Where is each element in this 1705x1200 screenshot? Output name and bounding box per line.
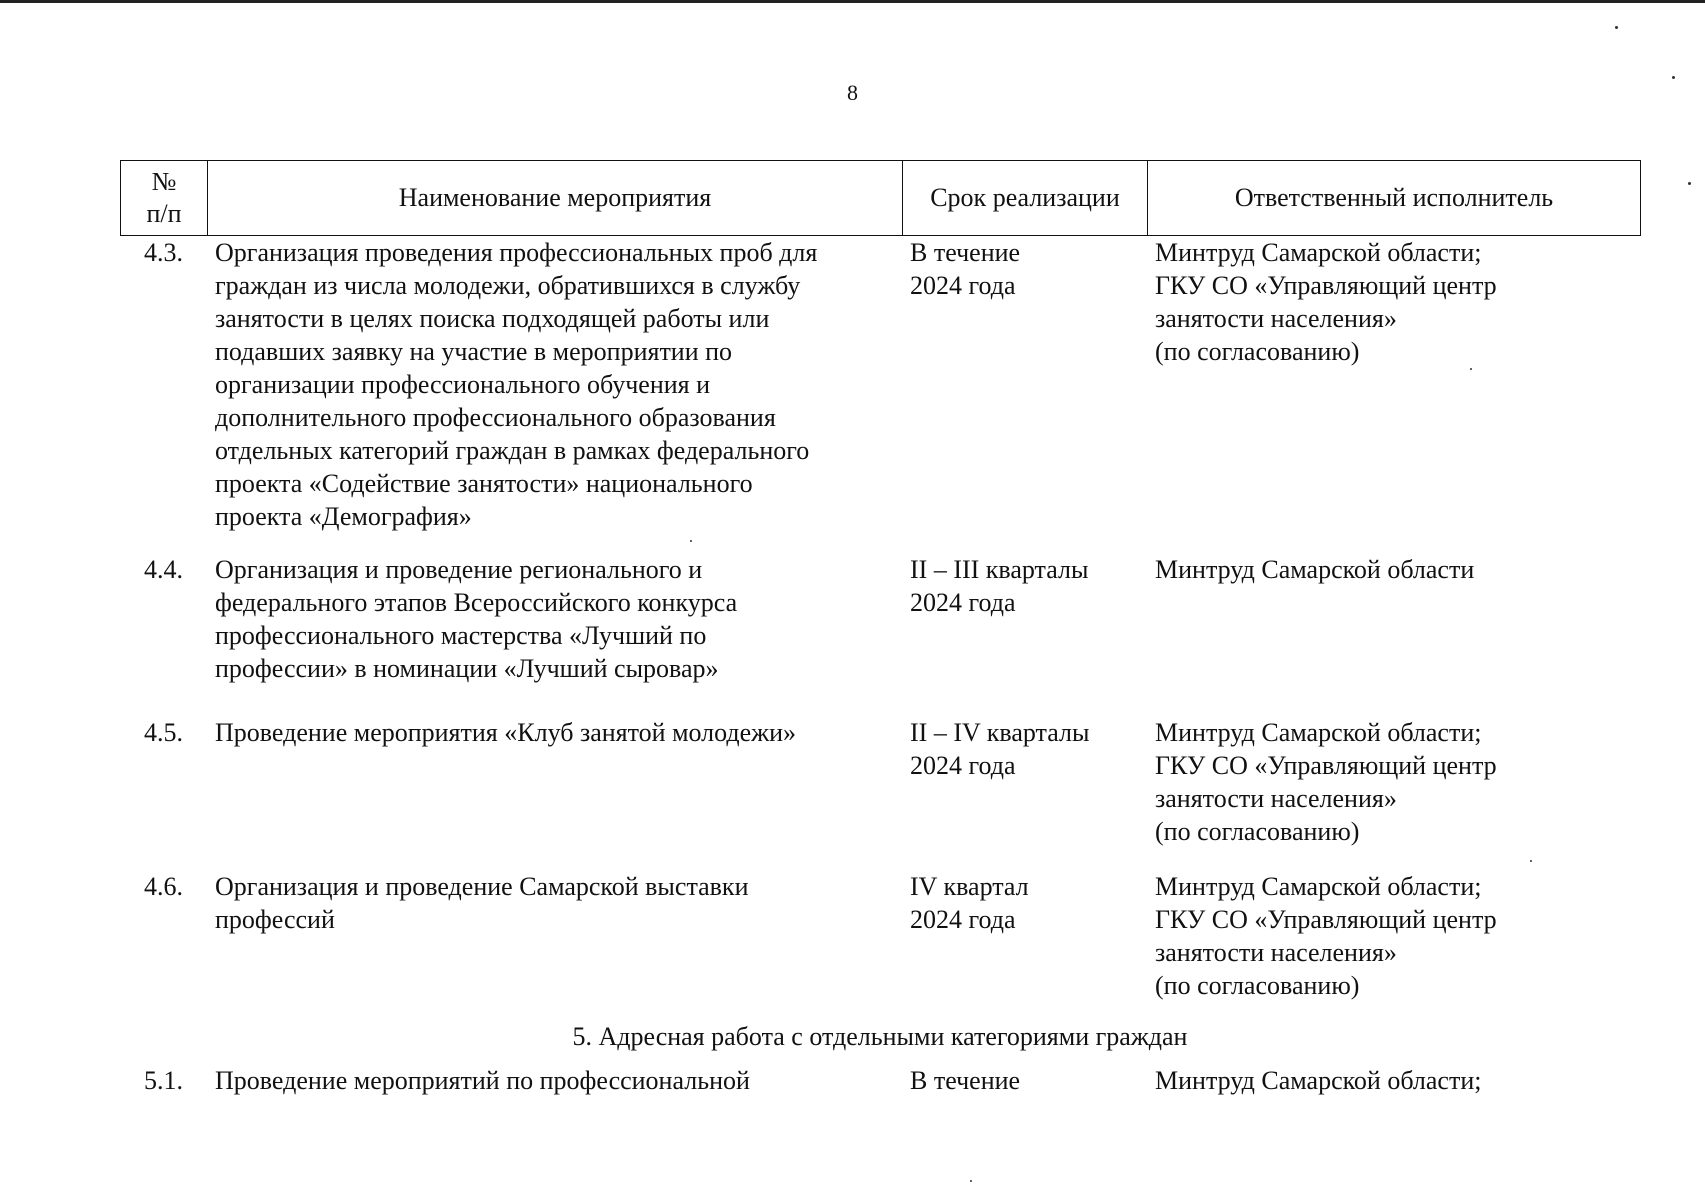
table-header	[120, 160, 1641, 236]
scan-speck	[970, 1180, 972, 1182]
row-num: 4.5.	[144, 718, 183, 747]
row-term: IV квартал 2024 года	[910, 872, 1029, 934]
header-name: Наименование мероприятия	[208, 161, 903, 236]
table-row	[120, 870, 1640, 1020]
row-executor: Минтруд Самарской области; ГКУ СО «Управляющий центр занятости населения» (по согласованию)	[1155, 718, 1497, 846]
row-term: В течение 2024 года	[910, 238, 1021, 300]
row-num: 5.1.	[144, 1066, 183, 1095]
scan-speck	[1672, 76, 1675, 79]
row-term: II – IV кварталы 2024 года	[910, 718, 1090, 780]
scan-speck	[1530, 860, 1532, 862]
row-term: II – III кварталы 2024 года	[910, 555, 1089, 617]
header-num: № п/п	[121, 161, 208, 236]
row-term: В течение	[910, 1066, 1021, 1095]
table-row	[120, 236, 1640, 553]
row-name: Организация и проведение Самарской выставки профессий	[215, 872, 749, 934]
section-heading: 5. Адресная работа с отдельными категориями граждан	[572, 1022, 1188, 1051]
row-executor: Минтруд Самарской области;	[1155, 1066, 1482, 1095]
scan-speck	[690, 540, 692, 542]
row-name: Проведение мероприятия «Клуб занятой молодежи»	[215, 718, 797, 747]
table-body	[120, 236, 1640, 1104]
page-number: 8	[847, 80, 858, 105]
row-name: Проведение мероприятий по профессиональной	[215, 1066, 750, 1095]
row-executor: Минтруд Самарской области; ГКУ СО «Управляющий центр занятости населения» (по согласованию)	[1155, 872, 1497, 1000]
header-executor: Ответственный исполнитель	[1148, 161, 1641, 236]
table-row	[120, 716, 1640, 870]
row-num: 4.4.	[144, 555, 183, 584]
header-term: Срок реализации	[903, 161, 1148, 236]
scan-top-edge	[0, 0, 1705, 3]
table-row	[120, 1064, 1640, 1104]
row-num: 4.6.	[144, 872, 183, 901]
row-executor: Минтруд Самарской области; ГКУ СО «Управляющий центр занятости населения» (по согласованию)	[1155, 238, 1497, 366]
section-heading-row	[120, 1020, 1640, 1064]
scan-speck	[1615, 26, 1618, 29]
scan-speck	[1470, 368, 1472, 370]
row-executor: Минтруд Самарской области	[1155, 555, 1475, 584]
row-name: Организация и проведение регионального и федерального этапов Всероссийского конкурса профессионального мастерства «Лучший по профессии» в номинации «Лучший сыровар»	[215, 555, 738, 683]
row-name: Организация проведения профессиональных проб для граждан из числа молодежи, обратившихся в службу занятости в целях поиска подходящей работы или подавших заявку на участие в мероприятии по организации профессионального обучения и дополнительного профессионального образования отдельных категорий граждан в рамках федерального проекта «Содействие занятости» национального проекта «Демография»	[215, 238, 818, 531]
row-num: 4.3.	[144, 238, 183, 267]
scan-speck	[1688, 182, 1691, 185]
table-row	[120, 553, 1640, 716]
